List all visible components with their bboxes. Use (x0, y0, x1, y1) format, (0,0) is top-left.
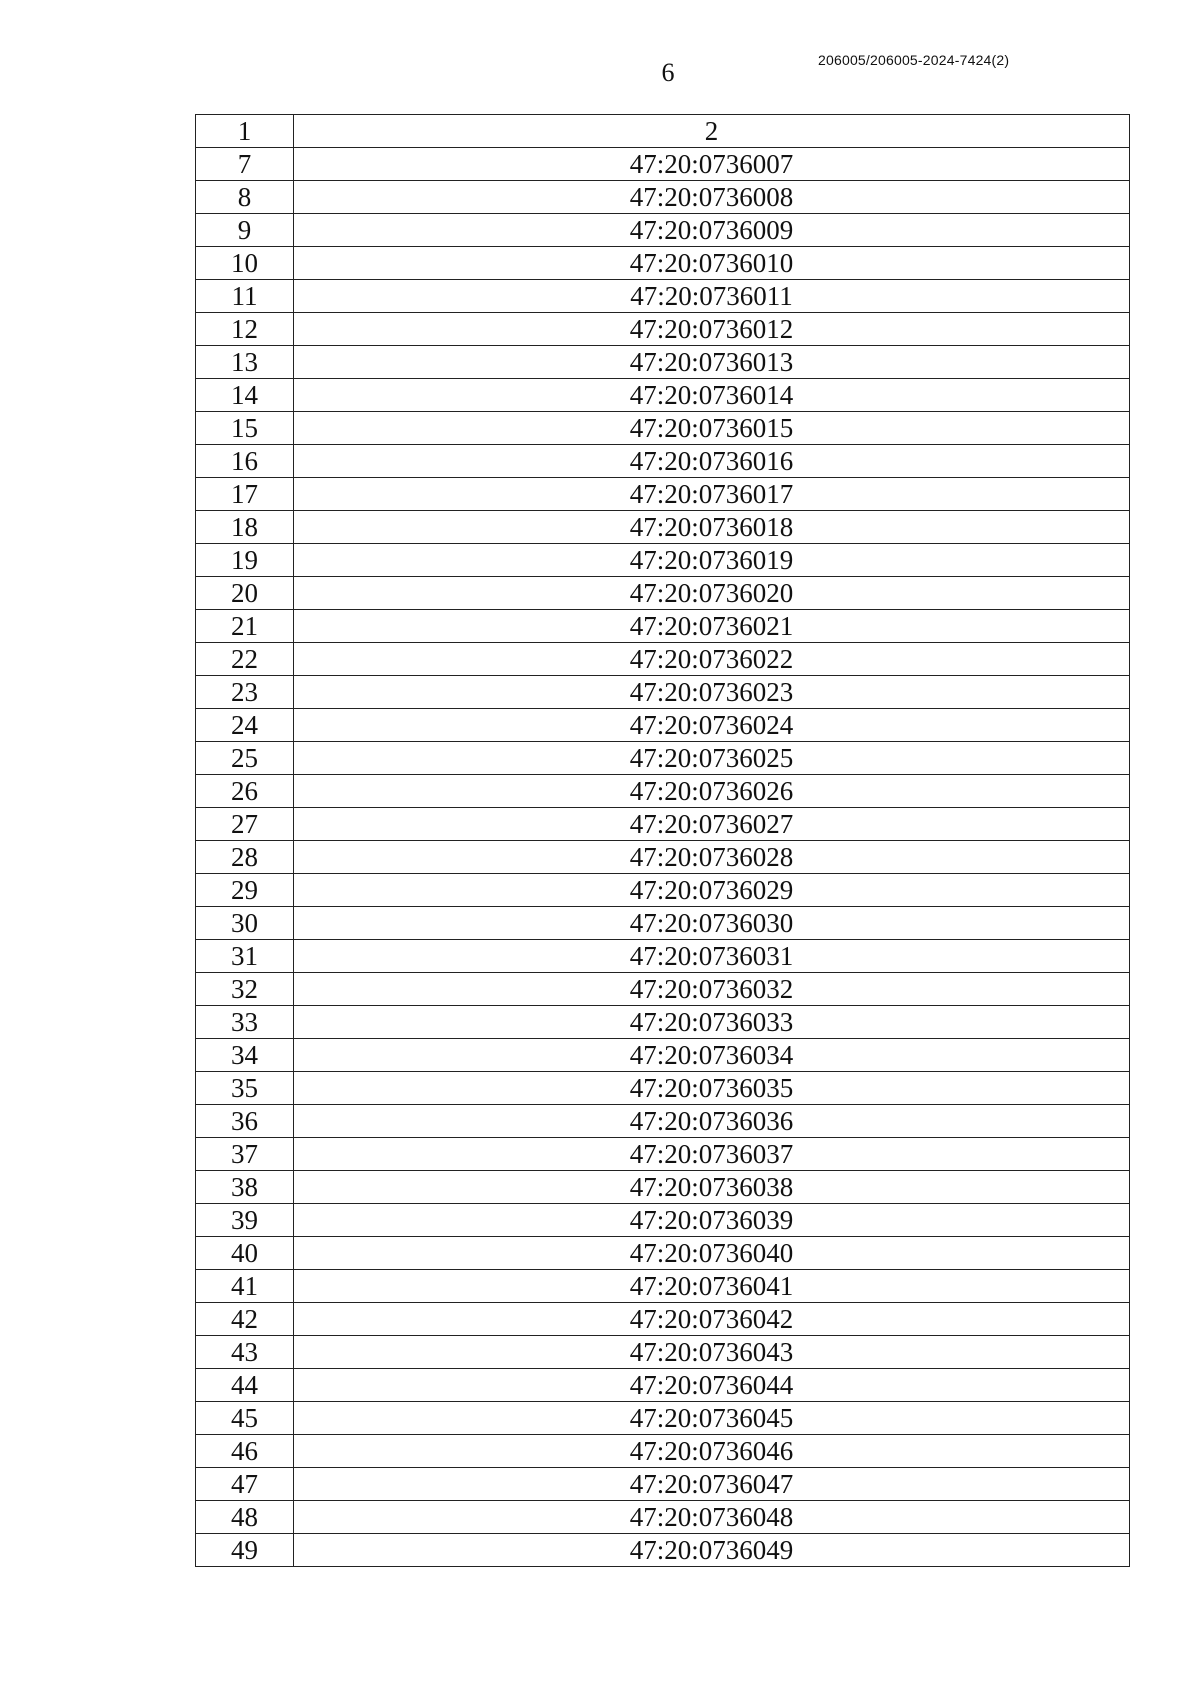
cadastral-table (195, 114, 1130, 1567)
table-row (196, 1237, 1130, 1270)
table-row (196, 1270, 1130, 1303)
cadastral-number-cell: 47:20:0736047 (294, 1468, 1130, 1501)
table-row (196, 577, 1130, 610)
table-row (196, 445, 1130, 478)
cadastral-number-cell: 47:20:0736010 (294, 247, 1130, 280)
cadastral-number-cell: 47:20:0736021 (294, 610, 1130, 643)
table-row (196, 676, 1130, 709)
table-row (196, 544, 1130, 577)
table-row (196, 247, 1130, 280)
cadastral-number-cell: 47:20:0736049 (294, 1534, 1130, 1567)
row-number-cell: 45 (196, 1402, 294, 1435)
table-row (196, 1039, 1130, 1072)
table-row (196, 1435, 1130, 1468)
column-header-number: 1 (196, 115, 294, 148)
table-row (196, 148, 1130, 181)
row-number-cell: 27 (196, 808, 294, 841)
cadastral-number-cell: 47:20:0736029 (294, 874, 1130, 907)
row-number-cell: 14 (196, 379, 294, 412)
row-number-cell: 30 (196, 907, 294, 940)
cadastral-number-cell: 47:20:0736036 (294, 1105, 1130, 1138)
table-row (196, 643, 1130, 676)
row-number-cell: 39 (196, 1204, 294, 1237)
table-row (196, 346, 1130, 379)
table-row (196, 1006, 1130, 1039)
row-number-cell: 35 (196, 1072, 294, 1105)
column-header-cadastral: 2 (294, 115, 1130, 148)
row-number-cell: 25 (196, 742, 294, 775)
row-number-cell: 37 (196, 1138, 294, 1171)
cadastral-number-cell: 47:20:0736020 (294, 577, 1130, 610)
row-number-cell: 12 (196, 313, 294, 346)
cadastral-number-cell: 47:20:0736030 (294, 907, 1130, 940)
row-number-cell: 13 (196, 346, 294, 379)
cadastral-number-cell: 47:20:0736035 (294, 1072, 1130, 1105)
table-row (196, 280, 1130, 313)
row-number-cell: 26 (196, 775, 294, 808)
table-row (196, 841, 1130, 874)
table-row (196, 478, 1130, 511)
cadastral-number-cell: 47:20:0736016 (294, 445, 1130, 478)
table-row (196, 1204, 1130, 1237)
cadastral-number-cell: 47:20:0736043 (294, 1336, 1130, 1369)
table-row (196, 1303, 1130, 1336)
table-row (196, 412, 1130, 445)
cadastral-number-cell: 47:20:0736033 (294, 1006, 1130, 1039)
table-row (196, 1501, 1130, 1534)
cadastral-number-cell: 47:20:0736024 (294, 709, 1130, 742)
table-row (196, 907, 1130, 940)
cadastral-number-cell: 47:20:0736009 (294, 214, 1130, 247)
cadastral-number-cell: 47:20:0736031 (294, 940, 1130, 973)
row-number-cell: 46 (196, 1435, 294, 1468)
cadastral-table-container (195, 114, 1129, 1567)
row-number-cell: 31 (196, 940, 294, 973)
row-number-cell: 18 (196, 511, 294, 544)
cadastral-number-cell: 47:20:0736013 (294, 346, 1130, 379)
row-number-cell: 47 (196, 1468, 294, 1501)
row-number-cell: 16 (196, 445, 294, 478)
cadastral-number-cell: 47:20:0736019 (294, 544, 1130, 577)
table-row (196, 1105, 1130, 1138)
document-id: 206005/206005-2024-7424(2) (818, 52, 1010, 68)
cadastral-number-cell: 47:20:0736045 (294, 1402, 1130, 1435)
cadastral-number-cell: 47:20:0736018 (294, 511, 1130, 544)
cadastral-number-cell: 47:20:0736023 (294, 676, 1130, 709)
table-row (196, 1336, 1130, 1369)
table-row (196, 940, 1130, 973)
cadastral-number-cell: 47:20:0736041 (294, 1270, 1130, 1303)
row-number-cell: 23 (196, 676, 294, 709)
row-number-cell: 33 (196, 1006, 294, 1039)
row-number-cell: 8 (196, 181, 294, 214)
cadastral-number-cell: 47:20:0736014 (294, 379, 1130, 412)
table-row (196, 808, 1130, 841)
cadastral-number-cell: 47:20:0736046 (294, 1435, 1130, 1468)
table-header-row (196, 115, 1130, 148)
table-row (196, 1138, 1130, 1171)
table-row (196, 214, 1130, 247)
row-number-cell: 49 (196, 1534, 294, 1567)
cadastral-number-cell: 47:20:0736034 (294, 1039, 1130, 1072)
row-number-cell: 40 (196, 1237, 294, 1270)
table-row (196, 874, 1130, 907)
row-number-cell: 32 (196, 973, 294, 1006)
row-number-cell: 29 (196, 874, 294, 907)
row-number-cell: 28 (196, 841, 294, 874)
table-row (196, 1534, 1130, 1567)
cadastral-number-cell: 47:20:0736022 (294, 643, 1130, 676)
cadastral-number-cell: 47:20:0736011 (294, 280, 1130, 313)
table-row (196, 709, 1130, 742)
table-row (196, 973, 1130, 1006)
cadastral-number-cell: 47:20:0736026 (294, 775, 1130, 808)
row-number-cell: 43 (196, 1336, 294, 1369)
table-row (196, 313, 1130, 346)
table-row (196, 1369, 1130, 1402)
cadastral-number-cell: 47:20:0736032 (294, 973, 1130, 1006)
cadastral-number-cell: 47:20:0736017 (294, 478, 1130, 511)
table-row (196, 1402, 1130, 1435)
row-number-cell: 20 (196, 577, 294, 610)
cadastral-number-cell: 47:20:0736025 (294, 742, 1130, 775)
cadastral-number-cell: 47:20:0736007 (294, 148, 1130, 181)
row-number-cell: 22 (196, 643, 294, 676)
row-number-cell: 7 (196, 148, 294, 181)
row-number-cell: 48 (196, 1501, 294, 1534)
row-number-cell: 17 (196, 478, 294, 511)
table-row (196, 1171, 1130, 1204)
row-number-cell: 9 (196, 214, 294, 247)
row-number-cell: 42 (196, 1303, 294, 1336)
row-number-cell: 34 (196, 1039, 294, 1072)
row-number-cell: 10 (196, 247, 294, 280)
cadastral-number-cell: 47:20:0736012 (294, 313, 1130, 346)
cadastral-number-cell: 47:20:0736008 (294, 181, 1130, 214)
cadastral-number-cell: 47:20:0736039 (294, 1204, 1130, 1237)
page-number: 6 (661, 58, 675, 87)
row-number-cell: 15 (196, 412, 294, 445)
cadastral-number-cell: 47:20:0736042 (294, 1303, 1130, 1336)
table-row (196, 511, 1130, 544)
cadastral-number-cell: 47:20:0736037 (294, 1138, 1130, 1171)
cadastral-number-cell: 47:20:0736044 (294, 1369, 1130, 1402)
row-number-cell: 21 (196, 610, 294, 643)
table-row (196, 742, 1130, 775)
cadastral-number-cell: 47:20:0736048 (294, 1501, 1130, 1534)
cadastral-number-cell: 47:20:0736040 (294, 1237, 1130, 1270)
row-number-cell: 44 (196, 1369, 294, 1402)
table-row (196, 775, 1130, 808)
cadastral-number-cell: 47:20:0736038 (294, 1171, 1130, 1204)
row-number-cell: 36 (196, 1105, 294, 1138)
row-number-cell: 38 (196, 1171, 294, 1204)
cadastral-number-cell: 47:20:0736028 (294, 841, 1130, 874)
row-number-cell: 41 (196, 1270, 294, 1303)
table-row (196, 1468, 1130, 1501)
cadastral-number-cell: 47:20:0736015 (294, 412, 1130, 445)
row-number-cell: 11 (196, 280, 294, 313)
table-row (196, 181, 1130, 214)
table-body (196, 115, 1130, 1567)
cadastral-number-cell: 47:20:0736027 (294, 808, 1130, 841)
row-number-cell: 24 (196, 709, 294, 742)
table-row (196, 379, 1130, 412)
table-row (196, 1072, 1130, 1105)
row-number-cell: 19 (196, 544, 294, 577)
table-row (196, 610, 1130, 643)
